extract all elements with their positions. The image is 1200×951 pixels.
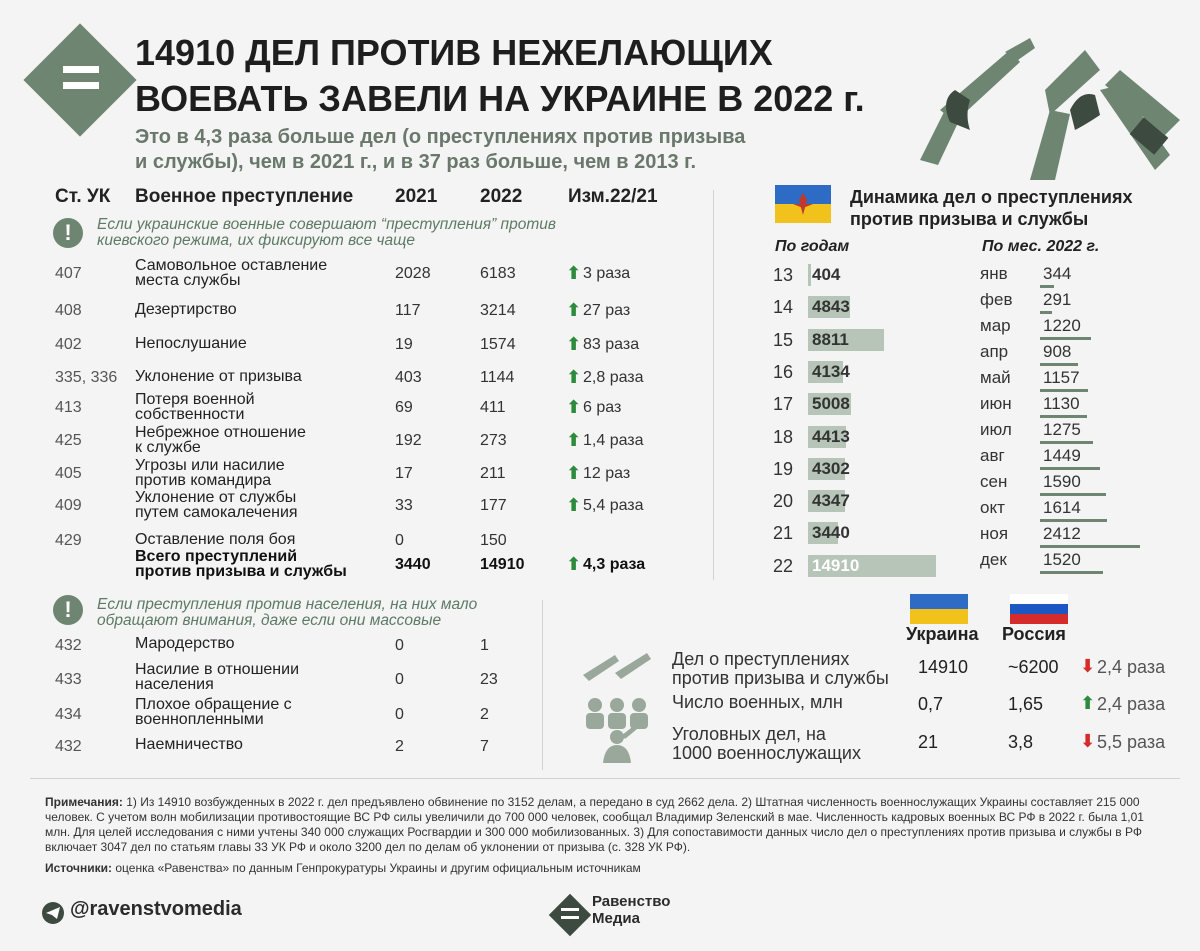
note-line: Если украинские военные совершают “преступления” против (97, 216, 556, 233)
year-label: 16 (772, 361, 793, 382)
broken-rifles-illustration (870, 30, 1190, 180)
russia-value: 1,65 (1008, 694, 1044, 714)
value-2022: 1 (480, 637, 489, 654)
compare-label (672, 650, 889, 688)
crime-name-line: собственности (135, 406, 245, 423)
crime-name-line: Наемничество (135, 736, 243, 753)
month-value: 1590 (1043, 472, 1081, 491)
arrow-up-icon: ⬆ (566, 554, 582, 574)
crime-name (135, 737, 243, 752)
total-label (135, 549, 347, 579)
brand-line: Медиа (592, 910, 640, 927)
sources-label: Источники: (45, 861, 113, 875)
month-value: 1614 (1043, 498, 1081, 517)
value-2022: 7 (480, 738, 489, 755)
month-label: мар (980, 316, 1011, 335)
change-value: 6 раз (583, 399, 622, 416)
year-value: 4302 (812, 458, 850, 478)
year-value: 3440 (812, 523, 850, 543)
month-bar (1040, 571, 1103, 574)
value-2022: 273 (480, 432, 507, 449)
footer-notes (45, 795, 1165, 876)
arrow-up-icon: ⬆ (566, 263, 582, 283)
month-label: дек (980, 550, 1007, 569)
value-2021: 69 (395, 399, 413, 416)
compare-label (672, 693, 843, 712)
note-military (97, 217, 556, 249)
equals-icon (561, 908, 579, 922)
year-label: 19 (772, 458, 793, 479)
year-value: 4347 (812, 491, 850, 511)
subtitle-line-1: Это в 4,3 раза больше дел (о преступлениях против призыва (135, 126, 746, 148)
value-2022: 3214 (480, 302, 516, 319)
value-2022: 177 (480, 497, 507, 514)
article-number: 335, 336 (55, 369, 118, 386)
article-number: 425 (55, 432, 82, 449)
col-header-crime: Военное преступление (135, 186, 354, 207)
month-bar (1040, 545, 1140, 548)
ukraine-armed-forces-flag (775, 185, 831, 223)
total-2022: 14910 (480, 556, 525, 573)
russia-flag (1010, 594, 1068, 624)
compare-label-line: Число военных, млн (672, 692, 843, 712)
crime-name-line: военнопленными (135, 711, 264, 728)
brand-name (592, 893, 670, 927)
month-value: 908 (1043, 342, 1072, 361)
value-2021: 17 (395, 465, 413, 482)
year-value: 404 (812, 265, 841, 284)
russia-value: ~6200 (1008, 657, 1059, 677)
crime-name-line: Дезертирство (135, 301, 237, 318)
compare-label-line: Уголовных дел, на (672, 724, 826, 744)
year-bar (808, 264, 811, 286)
note-line: киевского режима, их фиксируют все чаще (97, 232, 415, 249)
crime-name-line: Уклонение от службы (135, 489, 297, 506)
col-header-article: Ст. УК (55, 186, 111, 207)
arrow-down-icon: ⬇ (1080, 656, 1096, 676)
value-2021: 0 (395, 532, 404, 549)
total-change: 4,3 раза (583, 556, 646, 573)
compare-label-line: 1000 военнослужащих (672, 743, 861, 763)
month-label: янв (980, 264, 1008, 283)
value-2021: 0 (395, 671, 404, 688)
month-bar (1040, 441, 1093, 444)
value-2021: 19 (395, 336, 413, 353)
month-value: 291 (1043, 290, 1072, 309)
month-value: 1157 (1043, 368, 1080, 387)
month-label: сен (980, 472, 1008, 491)
month-bar (1040, 519, 1107, 522)
crime-name-line: Насилие в отношении (135, 661, 300, 678)
crime-name-line: Оставление поля боя (135, 531, 296, 548)
value-2021: 117 (395, 302, 421, 319)
col-header-change: Изм.22/21 (568, 186, 658, 207)
value-2021: 2 (395, 738, 404, 755)
value-2021: 33 (395, 497, 413, 514)
notes-text: 1) Из 14910 возбужденных в 2022 г. дел предъявлено обвинение по 3152 делам, а передано в суд 2662 дела. 2) Штатная численность военнослужащих Украины составляет 215 000 человек. С учетом волн мобилизации противостоящие ВС РФ силы увеличили до 700 000 человек, сообщал Владимир Зеленский в мае. Численность кадровых военных ВС РФ в 2022 г. была 1,01 млн. Для целей исследования с ними учтены 340 000 служащих Росгвардии и 300 000 мобилизованных. 3) Для сопоставимости данных число дел о преступлениях против призыва и службы в РФ включает 3047 дел по статьям главы 33 УК РФ и около 3200 дел по делам об уклонении от призыва (с. 328 УК РФ). (45, 795, 1144, 854)
month-label: июн (980, 394, 1012, 413)
subtitle-line-2: и службы), чем в 2021 г., и в 37 раз больше, чем в 2013 г. (135, 151, 697, 173)
value-2021: 403 (395, 369, 422, 386)
note-line: обращают внимания, даже если они массовые (97, 612, 442, 629)
crime-name (135, 425, 306, 455)
compare-label-line: Дел о преступлениях (672, 649, 850, 669)
page-subtitle (135, 125, 745, 175)
year-label: 17 (772, 394, 793, 415)
value-2021: 192 (395, 432, 422, 449)
sources-paragraph (45, 861, 1165, 876)
years-subtitle: По годам (775, 238, 850, 255)
year-label: 18 (772, 426, 793, 447)
article-number: 408 (55, 302, 82, 319)
month-bar (1040, 493, 1106, 496)
article-number: 433 (55, 671, 82, 688)
month-label: июл (980, 420, 1012, 439)
arrow-up-icon: ⬆ (566, 300, 582, 320)
value-2022: 211 (480, 465, 506, 482)
change-value: 83 раза (583, 336, 640, 353)
col-header-2021: 2021 (395, 186, 438, 207)
year-value: 14910 (812, 555, 860, 575)
exclamation-icon: ! (53, 218, 83, 248)
notes-label: Примечания: (45, 795, 123, 809)
article-number: 432 (55, 738, 82, 755)
article-number: 413 (55, 399, 82, 416)
arrow-up-icon: ⬆ (566, 495, 582, 515)
difference-value: 2,4 раза (1097, 694, 1166, 714)
arrow-down-icon: ⬇ (1080, 731, 1096, 751)
month-label: окт (980, 498, 1005, 517)
difference-value: 5,5 раза (1097, 732, 1166, 752)
change-value: 12 раз (583, 465, 631, 482)
month-value: 1520 (1043, 550, 1081, 569)
sources-text: оценка «Равенства» по данным Генпрокуратуры Украины и другим официальным источникам (115, 861, 641, 875)
total-line: против призыва и службы (135, 563, 347, 580)
arrow-up-icon: ⬆ (566, 397, 582, 417)
chart-title (850, 186, 1170, 230)
exclamation-icon: ! (53, 595, 83, 625)
crime-name-line: места службы (135, 272, 241, 289)
month-value: 344 (1043, 264, 1072, 283)
value-2022: 6183 (480, 265, 516, 282)
change-value: 1,4 раза (583, 432, 644, 449)
note-civilians (97, 597, 477, 629)
crime-name (135, 697, 292, 727)
compare-label-line: против призыва и службы (672, 668, 889, 688)
value-2022: 411 (480, 399, 506, 416)
crime-name-line: Самовольное оставление (135, 257, 328, 274)
change-value: 2,8 раза (583, 369, 644, 386)
crime-name (135, 392, 255, 422)
ukraine-value: 21 (918, 732, 939, 752)
brand-line: Равенство (592, 893, 671, 910)
month-bar (1040, 467, 1100, 470)
month-bar (1040, 415, 1087, 418)
year-label: 20 (772, 491, 793, 512)
month-value: 1130 (1043, 394, 1080, 413)
month-label: апр (980, 342, 1009, 361)
crime-name-line: Потеря военной (135, 391, 255, 408)
month-label: май (980, 368, 1011, 387)
change-value: 27 раз (583, 302, 631, 319)
month-value: 1220 (1043, 316, 1081, 335)
crime-name-line: Непослушание (135, 335, 247, 352)
value-2021: 0 (395, 637, 404, 654)
arrow-up-icon: ⬆ (1080, 693, 1096, 713)
month-bar (1040, 285, 1054, 288)
crime-name (135, 369, 302, 384)
change-value: 5,4 раза (583, 497, 644, 514)
article-number: 407 (55, 265, 82, 282)
months-subtitle: По мес. 2022 г. (982, 238, 1100, 255)
month-value: 2412 (1043, 524, 1081, 543)
crime-name-line: Уклонение от призыва (135, 368, 302, 385)
change-value: 3 раза (583, 265, 631, 282)
difference-value: 2,4 раза (1097, 657, 1166, 677)
arrow-up-icon: ⬆ (566, 463, 582, 483)
value-2021: 2028 (395, 265, 431, 282)
crime-name-line: Небрежное отношение (135, 424, 306, 441)
crime-name-line: путем самокалечения (135, 504, 298, 521)
crime-name-line: населения (135, 676, 214, 693)
crime-name-line: Плохое обращение с (135, 696, 292, 713)
title-line-1: 14910 ДЕЛ ПРОТИВ НЕЖЕЛАЮЩИХ (135, 32, 773, 73)
ukraine-flag (910, 594, 968, 624)
col-ukraine: Украина (906, 624, 979, 644)
divider (542, 600, 543, 770)
notes-paragraph (45, 795, 1165, 855)
value-2022: 1144 (480, 369, 515, 386)
crime-name (135, 458, 285, 488)
crime-name (135, 490, 298, 520)
article-number: 429 (55, 532, 82, 549)
value-2022: 150 (480, 532, 507, 549)
arrow-up-icon: ⬆ (566, 367, 582, 387)
article-number: 405 (55, 465, 82, 482)
chart-title-text: Динамика дел о преступлениях против призыва и службы (850, 187, 1133, 229)
crime-name (135, 302, 237, 317)
equals-icon (63, 66, 99, 94)
compare-label (672, 725, 861, 763)
ukraine-value: 0,7 (918, 694, 944, 714)
value-2022: 23 (480, 671, 498, 688)
crime-name (135, 532, 295, 547)
value-2021: 0 (395, 706, 404, 723)
year-value: 4413 (812, 426, 850, 446)
arrow-up-icon: ⬆ (566, 430, 582, 450)
crime-name (135, 336, 247, 351)
note-line: Если преступления против населения, на них мало (97, 596, 478, 613)
article-number: 409 (55, 497, 82, 514)
year-label: 21 (772, 523, 793, 544)
article-number: 432 (55, 637, 82, 654)
article-number: 434 (55, 706, 82, 723)
month-bar (1040, 337, 1091, 340)
crime-name-line: к службе (135, 439, 201, 456)
year-value: 4843 (812, 297, 850, 317)
month-bar (1040, 363, 1078, 366)
telegram-handle[interactable]: @ravenstvomedia (70, 898, 242, 920)
year-label: 14 (772, 297, 793, 318)
month-label: фев (980, 290, 1013, 309)
crime-name-line: Угрозы или насилие (135, 457, 285, 474)
value-2022: 1574 (480, 336, 516, 353)
ukraine-value: 14910 (918, 657, 969, 677)
telegram-plane-icon (46, 907, 60, 919)
soldiers-icon (575, 645, 665, 765)
year-label: 22 (772, 555, 793, 576)
value-2022: 2 (480, 706, 489, 723)
divider (713, 190, 714, 580)
month-label: ноя (980, 524, 1009, 543)
year-label: 15 (772, 329, 793, 350)
col-header-2022: 2022 (480, 186, 523, 207)
month-value: 1275 (1043, 420, 1081, 439)
arrow-up-icon: ⬆ (566, 334, 582, 354)
month-label: авг (980, 446, 1005, 465)
crime-name-line: Мародерство (135, 635, 235, 652)
year-label: 13 (772, 265, 793, 285)
title-line-2: ВОЕВАТЬ ЗАВЕЛИ НА УКРАИНЕ В 2022 г. (135, 78, 865, 119)
crime-name (135, 636, 235, 651)
month-bar (1040, 389, 1088, 392)
crime-name (135, 662, 299, 692)
month-value: 1449 (1043, 446, 1081, 465)
total-2021: 3440 (395, 556, 431, 573)
crime-name (135, 258, 327, 288)
article-number: 402 (55, 336, 82, 353)
total-line: Всего преступлений (135, 548, 298, 565)
russia-value: 3,8 (1008, 732, 1034, 752)
month-bar (1040, 311, 1052, 314)
year-value: 4134 (812, 361, 850, 381)
divider (30, 778, 1180, 779)
col-russia: Россия (1002, 624, 1066, 644)
crime-name-line: против командира (135, 472, 272, 489)
year-value: 5008 (812, 394, 850, 414)
year-value: 8811 (812, 329, 849, 349)
page-title (135, 30, 865, 122)
